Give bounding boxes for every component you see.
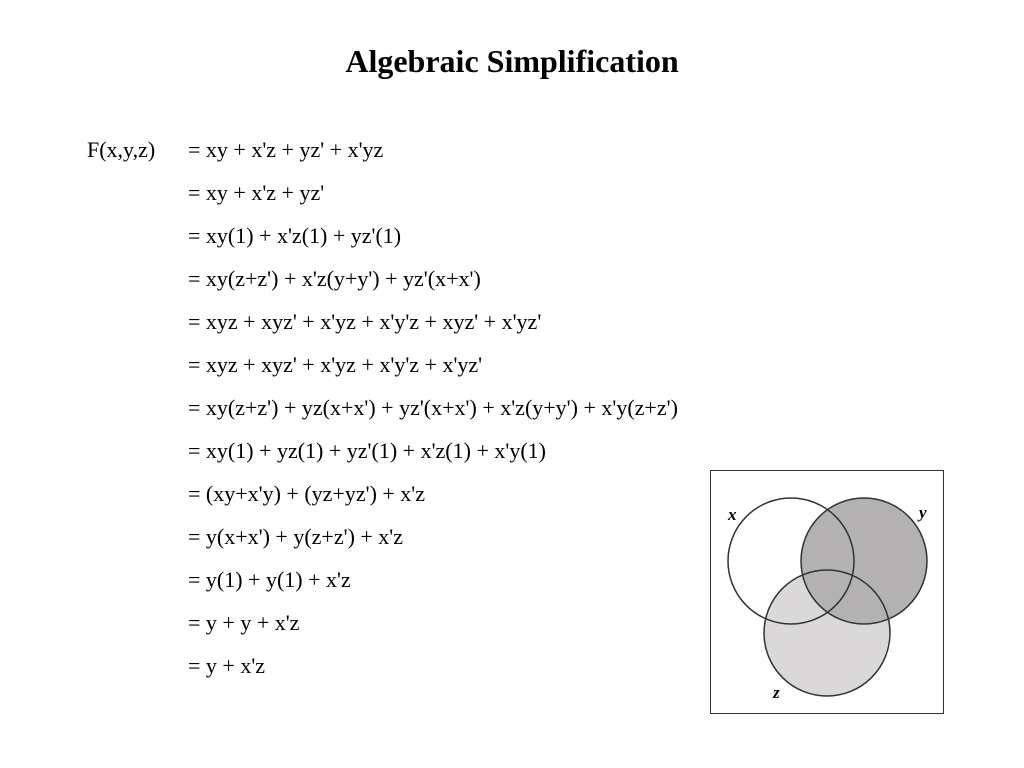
venn-label-z: z [773,683,780,702]
slide-title: Algebraic Simplification [345,43,679,79]
venn-label-x: x [728,505,737,524]
step-11: = y(1) + y(1) + x'z [188,567,351,592]
function-label: F(x,y,z) [87,137,156,162]
step-10: = y(x+x') + y(z+z') + x'z [188,524,404,549]
step-9: = (xy+x'y) + (yz+yz') + x'z [188,481,426,506]
venn-diagram [710,470,944,714]
step-4: = xy(z+z') + x'z(y+y') + yz'(x+x') [188,266,481,291]
venn-diagram-svg [711,471,945,715]
simplification-steps [188,136,678,695]
step-2: = xy + x'z + yz' [188,180,325,205]
step-7: = xy(z+z') + yz(x+x') + yz'(x+x') + x'z(y+y') + x'y(z+z') [188,395,678,420]
step-12: = y + y + x'z [188,610,300,635]
step-13: = y + x'z [188,653,266,678]
step-5: = xyz + xyz' + x'yz + x'y'z + xyz' + x'yz' [188,309,542,334]
venn-label-y: y [919,503,927,522]
step-8: = xy(1) + yz(1) + yz'(1) + x'z(1) + x'y(1) [188,438,546,463]
step-6: = xyz + xyz' + x'yz + x'y'z + x'yz' [188,352,483,377]
step-1: = xy + x'z + yz' + x'yz [188,137,384,162]
step-3: = xy(1) + x'z(1) + yz'(1) [188,223,402,248]
